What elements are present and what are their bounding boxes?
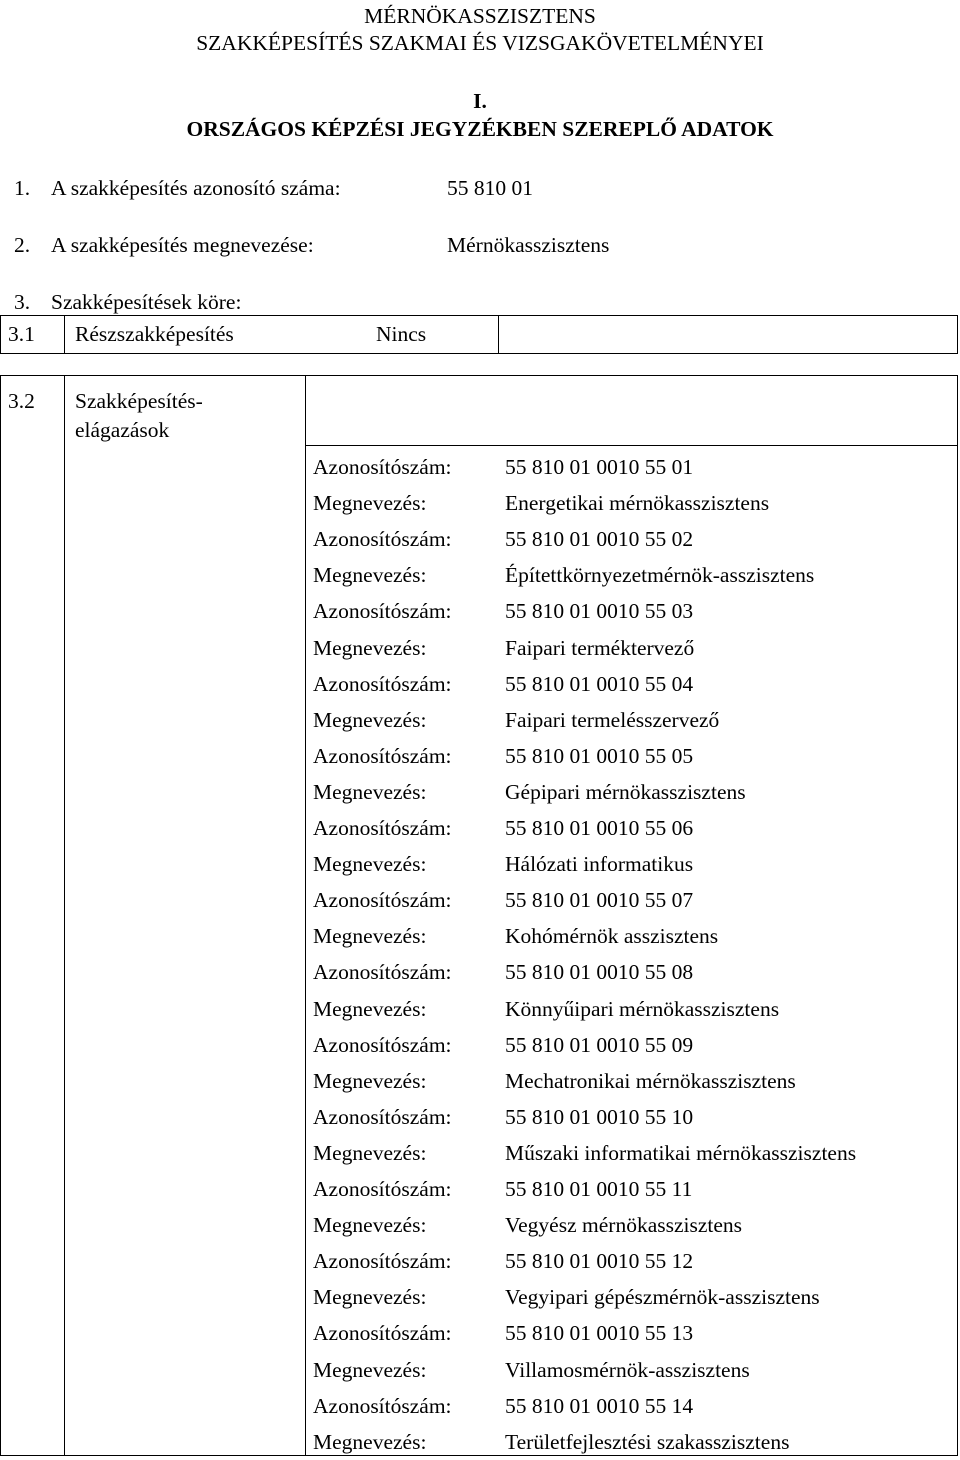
branch-name-label: Megnevezés: bbox=[313, 1357, 427, 1382]
branch-name-value: Kohómérnök asszisztens bbox=[505, 924, 719, 949]
branch-name-value: Villamosmérnök-asszisztens bbox=[505, 1357, 750, 1382]
branch-name-value: Energetikai mérnökasszisztens bbox=[505, 491, 770, 516]
branch-id-value: 55 810 01 0010 55 06 bbox=[505, 816, 694, 840]
branch-id-value: 55 810 01 0010 55 10 bbox=[505, 1104, 694, 1129]
branch-name-label: Megnevezés: bbox=[313, 635, 427, 660]
branch-id-label: Azonosítószám: bbox=[313, 888, 452, 913]
branch-id-label: Azonosítószám: bbox=[313, 1393, 452, 1418]
branch-id-label: Azonosítószám: bbox=[313, 1104, 452, 1129]
branch-id-value: 55 810 01 0010 55 02 bbox=[505, 527, 694, 552]
branch-id-label: Azonosítószám: bbox=[313, 671, 452, 696]
branch-id-label: Azonosítószám: bbox=[313, 1249, 452, 1274]
branch-id-value: 55 810 01 0010 55 07 bbox=[505, 888, 694, 913]
field-value: Mérnökasszisztens bbox=[447, 233, 610, 257]
branch-id-value: 55 810 01 0010 55 09 bbox=[505, 1032, 694, 1057]
branch-id-value: 55 810 01 0010 55 13 bbox=[505, 1321, 694, 1346]
branch-name-label: Megnevezés: bbox=[313, 1429, 427, 1454]
branch-id-row bbox=[0, 810, 960, 846]
branch-id-row bbox=[0, 1243, 960, 1279]
branch-id-label: Azonosítószám: bbox=[313, 1032, 452, 1057]
branch-name-value: Könnyűipari mérnökasszisztens bbox=[505, 996, 780, 1021]
branch-id-row bbox=[0, 1388, 960, 1424]
branch-id-value: 55 810 01 0010 55 08 bbox=[505, 960, 694, 985]
branch-name-row bbox=[0, 1063, 960, 1099]
branch-name-label: Megnevezés: bbox=[313, 1285, 427, 1310]
branch-id-label: Azonosítószám: bbox=[313, 1321, 452, 1346]
branch-name-label: Megnevezés: bbox=[313, 563, 427, 588]
branch-name-value: Területfejlesztési szakasszisztens bbox=[505, 1429, 790, 1454]
branch-name-row bbox=[0, 1352, 960, 1388]
field-label: A szakképesítés megnevezése: bbox=[51, 233, 314, 257]
branch-name-value: Gépipari mérnökasszisztens bbox=[505, 779, 746, 804]
branch-id-row bbox=[0, 1315, 960, 1351]
branches-label: Szakképesítés- bbox=[75, 389, 203, 413]
branch-name-row bbox=[0, 1135, 960, 1171]
field-label: A szakképesítés azonosító száma: bbox=[51, 176, 341, 200]
branches-label: elágazások bbox=[75, 418, 170, 442]
branch-id-row bbox=[0, 882, 960, 918]
partial-value: Nincs bbox=[376, 322, 427, 346]
branch-id-value: 55 810 01 0010 55 05 bbox=[505, 743, 694, 768]
field-value: 55 810 01 bbox=[447, 176, 533, 200]
branch-name-row bbox=[0, 1424, 960, 1460]
branch-id-row bbox=[0, 1171, 960, 1207]
branch-name-row bbox=[0, 774, 960, 810]
branches-number: 3.2 bbox=[8, 389, 35, 413]
branch-id-row bbox=[0, 1027, 960, 1063]
partial-number: 3.1 bbox=[8, 322, 35, 346]
branch-name-value: Faipari termelésszervező bbox=[505, 707, 720, 732]
branch-id-row bbox=[0, 521, 960, 557]
branch-name-label: Megnevezés: bbox=[313, 491, 427, 516]
branch-name-row bbox=[0, 557, 960, 593]
branch-name-value: Mechatronikai mérnökasszisztens bbox=[505, 1068, 796, 1093]
branch-name-value: Műszaki informatikai mérnökasszisztens bbox=[505, 1140, 857, 1165]
branch-name-row bbox=[0, 846, 960, 882]
branch-name-label: Megnevezés: bbox=[313, 996, 427, 1021]
branch-name-value: Faipari terméktervező bbox=[505, 635, 695, 660]
partial-label: Részszakképesítés bbox=[75, 322, 234, 346]
branch-id-label: Azonosítószám: bbox=[313, 960, 452, 985]
branch-name-value: Vegyész mérnökasszisztens bbox=[505, 1213, 743, 1238]
document-subtitle: SZAKKÉPESÍTÉS SZAKMAI ÉS VIZSGAKÖVETELMÉNYEI bbox=[196, 31, 764, 55]
branch-id-value: 55 810 01 0010 55 04 bbox=[505, 671, 694, 696]
branch-name-row bbox=[0, 702, 960, 738]
branch-id-value: 55 810 01 0010 55 11 bbox=[505, 1177, 693, 1201]
branch-name-value: Vegyipari gépészmérnök-asszisztens bbox=[505, 1285, 820, 1310]
part-title: ORSZÁGOS KÉPZÉSI JEGYZÉKBEN SZEREPLŐ ADATOK bbox=[186, 117, 774, 141]
branch-id-row bbox=[0, 449, 960, 485]
branch-name-label: Megnevezés: bbox=[313, 779, 427, 804]
branch-id-row bbox=[0, 954, 960, 990]
field-number: 2. bbox=[14, 233, 31, 257]
branch-id-row bbox=[0, 666, 960, 702]
branch-id-value: 55 810 01 0010 55 03 bbox=[505, 599, 694, 624]
part-number: I. bbox=[473, 89, 487, 113]
branch-id-label: Azonosítószám: bbox=[313, 527, 452, 552]
branch-name-label: Megnevezés: bbox=[313, 1140, 427, 1165]
branch-name-label: Megnevezés: bbox=[313, 1213, 427, 1238]
branch-name-label: Megnevezés: bbox=[313, 1068, 427, 1093]
branch-id-row bbox=[0, 593, 960, 629]
branch-id-label: Azonosítószám: bbox=[313, 816, 452, 840]
branch-name-row bbox=[0, 630, 960, 666]
document-title: MÉRNÖKASSZISZTENS bbox=[364, 4, 596, 28]
branch-name-value: Hálózati informatikus bbox=[505, 852, 694, 877]
branch-id-value: 55 810 01 0010 55 14 bbox=[505, 1393, 694, 1418]
branch-name-row bbox=[0, 485, 960, 521]
branch-name-label: Megnevezés: bbox=[313, 924, 427, 949]
branch-name-label: Megnevezés: bbox=[313, 707, 427, 732]
branch-id-label: Azonosítószám: bbox=[313, 1177, 452, 1201]
branch-id-label: Azonosítószám: bbox=[313, 743, 452, 768]
field-number: 1. bbox=[14, 176, 31, 200]
branch-id-label: Azonosítószám: bbox=[313, 599, 452, 624]
branch-name-row bbox=[0, 918, 960, 954]
branch-name-row bbox=[0, 1279, 960, 1315]
field-number: 3. bbox=[14, 290, 31, 314]
branch-name-row bbox=[0, 991, 960, 1027]
branch-id-row bbox=[0, 738, 960, 774]
branch-id-row bbox=[0, 1099, 960, 1135]
branch-id-label: Azonosítószám: bbox=[313, 455, 452, 479]
branch-id-value: 55 810 01 0010 55 01 bbox=[505, 455, 694, 479]
field-label: Szakképesítések köre: bbox=[51, 290, 242, 314]
branch-name-row bbox=[0, 1207, 960, 1243]
branch-id-value: 55 810 01 0010 55 12 bbox=[505, 1249, 694, 1274]
branch-name-label: Megnevezés: bbox=[313, 852, 427, 877]
branch-name-value: Építettkörnyezetmérnök-asszisztens bbox=[505, 563, 815, 588]
